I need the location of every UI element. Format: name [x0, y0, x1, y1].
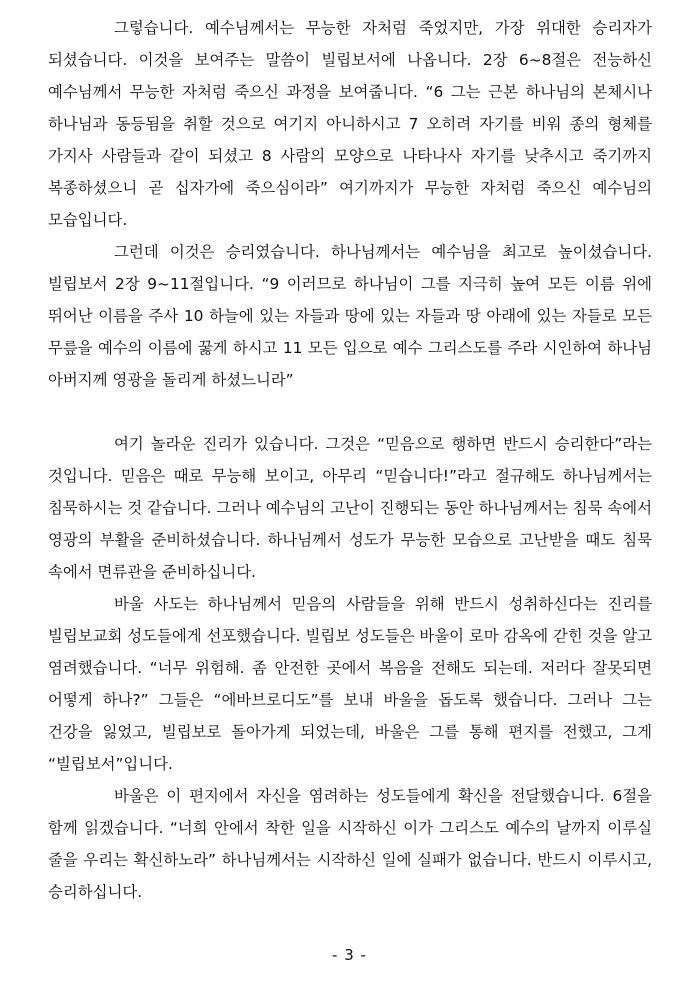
paragraph-1: 그렇습니다. 예수님께서는 무능한 자처럼 죽었지만, 가장 위대한 승리자가 되셨습니다. 이것을 보여주는 말씀이 빌립보서에 나옵니다. 2장 6~8절은 전능하신 예수님께서 무능한 자처럼 죽으신 과정을 보여줍니다. “6 그는 근본 하나님의 본체시나 하나님과 동등됨을 취할 것으로 여기지 아니하시고 7 오히려 자기를 비워 종의 형체를 가지사 사람들과 같이 되셨고 8 사람의 모양으로 나타나사 자기를 낮추시고 죽기까지 복종하셨으니 곧 십자가에 죽으심이라” 여기까지가 무능한 자처럼 죽으신 예수님의 모습입니다. [48, 19, 652, 229]
paragraph-3: 여기 놀라운 진리가 있습니다. 그것은 “믿음으로 행하면 반드시 승리한다”라는 것입니다. 믿음은 때로 무능해 보이고, 아무리 “믿습니다!”라고 절규해도 하나님께서는 침묵하시는 것 같습니다. 그러나 예수님의 고난이 진행되는 동안 하나님께서는 침묵 속에서 영광의 부활을 준비하셨습니다. 하나님께서 성도가 무능한 모습으로 고난받을 때도 침묵 속에서 면류관을 준비하십니다. [48, 435, 652, 581]
paragraph-2: 그런데 이것은 승리였습니다. 하나님께서는 예수님을 최고로 높이셨습니다. 빌립보서 2장 9~11절입니다. “9 이러므로 하나님이 그를 지극히 높여 모든 이름 위에 뛰어난 이름을 주사 10 하늘에 있는 자들과 땅에 있는 자들과 땅 아래에 있는 자들로 모든 무릎을 예수의 이름에 꿇게 하시고 11 모든 입으로 예수 그리스도를 주라 시인하여 하나님 아버지께 영광을 돌리게 하셨느니라” [48, 243, 652, 389]
paragraph-gap [48, 396, 652, 428]
paragraph-5: 바울은 이 편지에서 자신을 염려하는 성도들에게 확신을 전달했습니다. 6절을 함께 읽겠습니다. “너희 안에서 착한 일을 시작하신 이가 그리스도 예수의 날까지 이루실 줄을 우리는 확신하노라” 하나님께서는 시작하신 일에 실패가 없습니다. 반드시 이루시고, 승리하십니다. [48, 787, 652, 901]
document-body [48, 12, 652, 908]
paragraph-4: 바울 사도는 하나님께서 믿음의 사람들을 위해 반드시 성취하신다는 진리를 빌립보교회 성도들에게 선포했습니다. 빌립보 성도들은 바울이 로마 감옥에 갇힌 것을 알고 염려했습니다. “너무 위험해. 좀 안전한 곳에서 복음을 전해도 되는데. 저러다 잘못되면 어떻게 하나?” 그들은 “에바브로디도”를 보내 바울을 돕도록 했습니다. 그러나 그는 건강을 잃었고, 빌립보로 돌아가게 되었는데, 바울은 그를 통해 편지를 전했고, 그게 “빌립보서”입니다. [48, 595, 652, 773]
page-number: - 3 - [332, 946, 367, 964]
